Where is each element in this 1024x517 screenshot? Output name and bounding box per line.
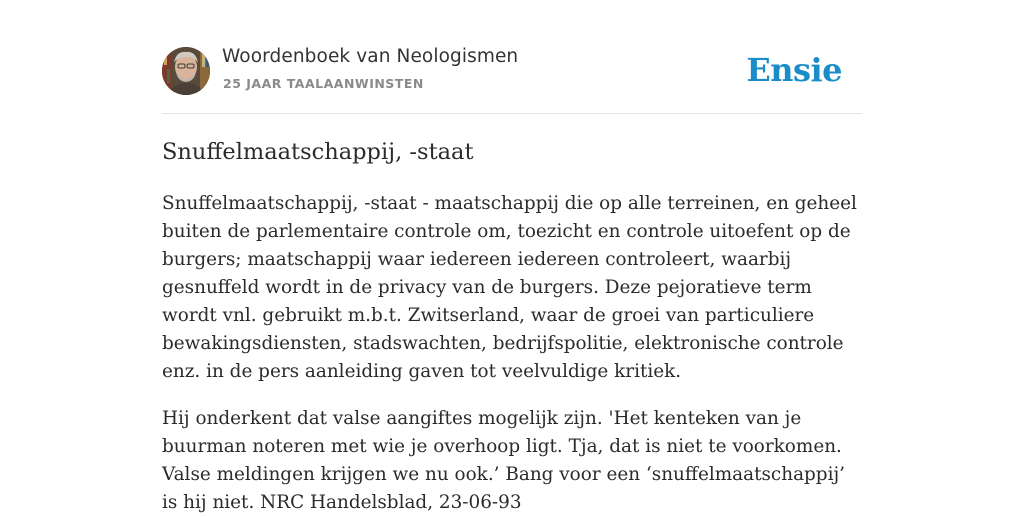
entry-quote: Hij onderkent dat valse aangiftes mogelijk zijn. 'Het kenteken van je buurman noteren met wie je overhoop ligt. Tja, dat is niet te voorkomen. Valse meldingen krijgen we nu ook.’ Bang voor een ‘snuffelmaatschappij’ is hij niet. NRC Handelsblad, 23-06-93 [162,408,846,513]
source-title[interactable]: Woordenboek van Neologismen [222,46,519,67]
source-header [162,46,862,96]
entry-title: Snuffelmaatschappij, -staat [162,139,474,165]
avatar[interactable] [162,47,210,95]
ensie-logo[interactable]: Ensie [746,51,842,89]
header-divider [162,113,862,114]
source-subtitle: 25 JAAR TAALAANWINSTEN [223,76,424,91]
entry-definition: Snuffelmaatschappij, -staat - maatschappij die op alle terreinen, en geheel buiten de parlementaire controle om, toezicht en controle uitoefent op de burgers; maatschappij waar iedereen iedereen controleert, waarbij gesnuffeld wordt in de privacy van de burgers. Deze pejoratieve term wordt vnl. gebruikt m.b.t. Zwitserland, waar de groei van particuliere bewakingsdiensten, stadswachten, bedrijfspolitie, elektronische controle enz. in de pers aanleiding gaven tot veelvuldige kritiek. [162,193,857,382]
avatar-portrait-image [162,47,210,95]
